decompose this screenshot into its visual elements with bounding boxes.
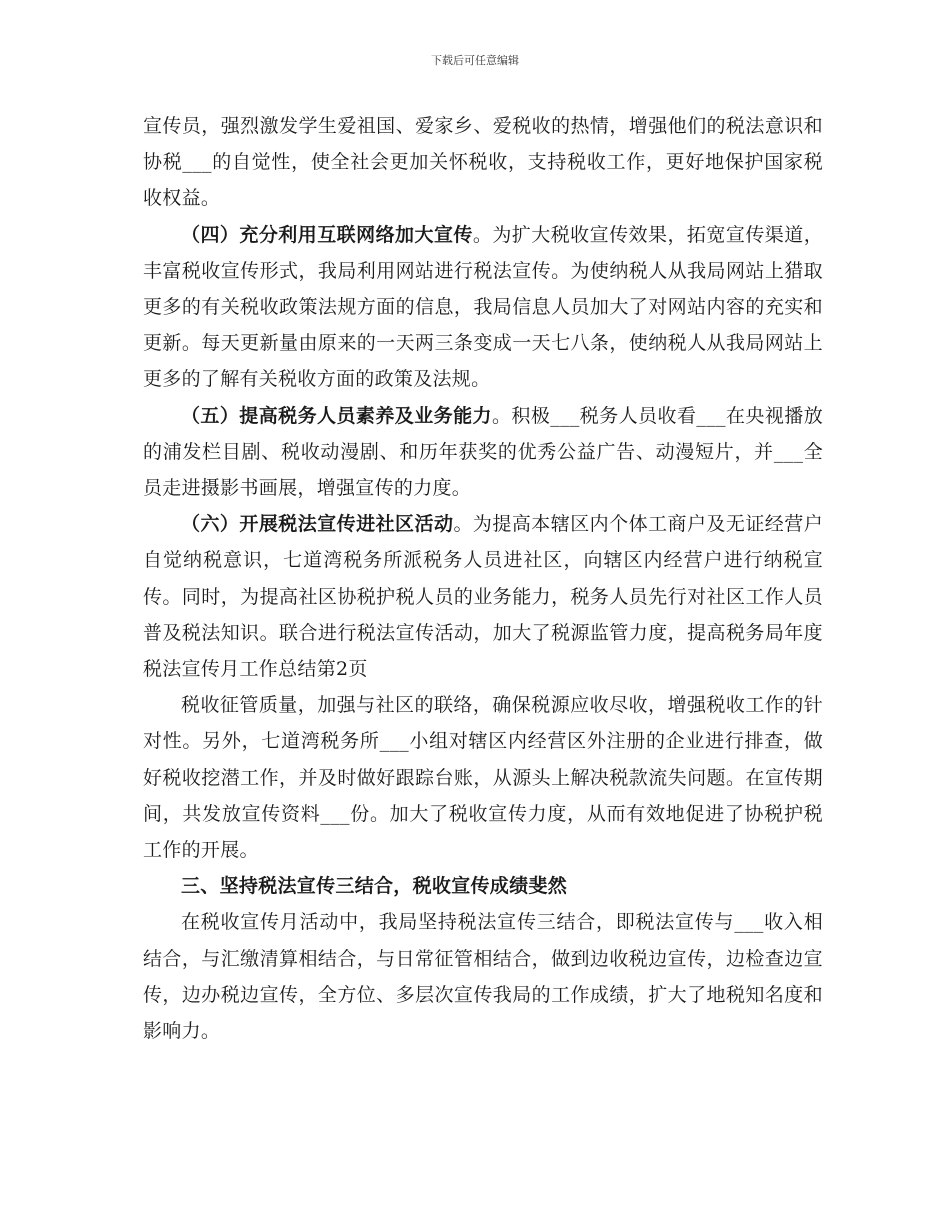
paragraph-continued: 宣传员，强烈激发学生爱祖国、爱家乡、爱税收的热情，增强他们的税法意识和协税___的自觉性，使全社会更加关怀税收，支持税收工作，更好地保护国家税收权益。	[143, 115, 823, 210]
section-6-title: （六）开展税法宣传进社区活动	[181, 513, 454, 536]
document-body	[143, 108, 823, 1049]
paragraph-section-5	[143, 398, 823, 507]
paragraph-section-4	[143, 217, 823, 398]
section-5-body: 。积极___税务人员收看___在央视播放的浦发栏目剧、税收动漫剧、和历年获奖的优秀公益广告、动漫短片，并___全员走进摄影书画展，增强宣传的力度。	[143, 404, 823, 500]
paragraph-part-3: 在税收宣传月活动中，我局坚持税法宣传三结合，即税法宣传与___收入相结合，与汇缴清算相结合，与日常征管相结合，做到边收税边宣传，边检查边宣传，边办税边宣传，全方位、多层次宣传我局的工作成绩，扩大了地税知名度和影响力。	[143, 911, 823, 1043]
page-header: 下载后可任意编辑	[431, 54, 519, 67]
paragraph-section-6-cont: 税收征管质量，加强与社区的联络，确保税源应收尽收，增强税收工作的针对性。另外，七道湾税务所___小组对辖区内经营区外注册的企业进行排查，做好税收挖潜工作，并及时做好跟踪台账，从源头上解决税款流失问题。在宣传期间，共发放宣传资料___份。加大了税收宣传力度，从而有效地促进了协税护税工作的开展。	[143, 694, 823, 862]
paragraph-section-6	[143, 506, 823, 687]
section-5-title: （五）提高税务人员素养及业务能力	[181, 404, 492, 427]
section-6-body: 。为提高本辖区内个体工商户及无证经营户自觉纳税意识，七道湾税务所派税务人员进社区，向辖区内经营户进行纳税宣传。同时，为提高社区协税护税人员的业务能力，税务人员先行对社区工作人员普及税法知识。联合进行税法宣传活动，加大了税源监管力度，提高税务局年度税法宣传月工作总结第2页	[143, 513, 824, 681]
section-4-title: （四）充分利用互联网络加大宣传	[181, 223, 473, 246]
section-4-body: 。为扩大税收宣传效果，拓宽宣传渠道，丰富税收宣传形式，我局利用网站进行税法宣传。为使纳税人从我局网站上猎取更多的有关税收政策法规方面的信息，我局信息人员加大了对网站内容的充实和更新。每天更新量由原来的一天两三条变成一天七八条，使纳税人从我局网站上更多的了解有关税收方面的政策及法规。	[143, 223, 823, 391]
heading-part-3: 三、坚持税法宣传三结合，税收宣传成绩斐然	[181, 875, 568, 898]
